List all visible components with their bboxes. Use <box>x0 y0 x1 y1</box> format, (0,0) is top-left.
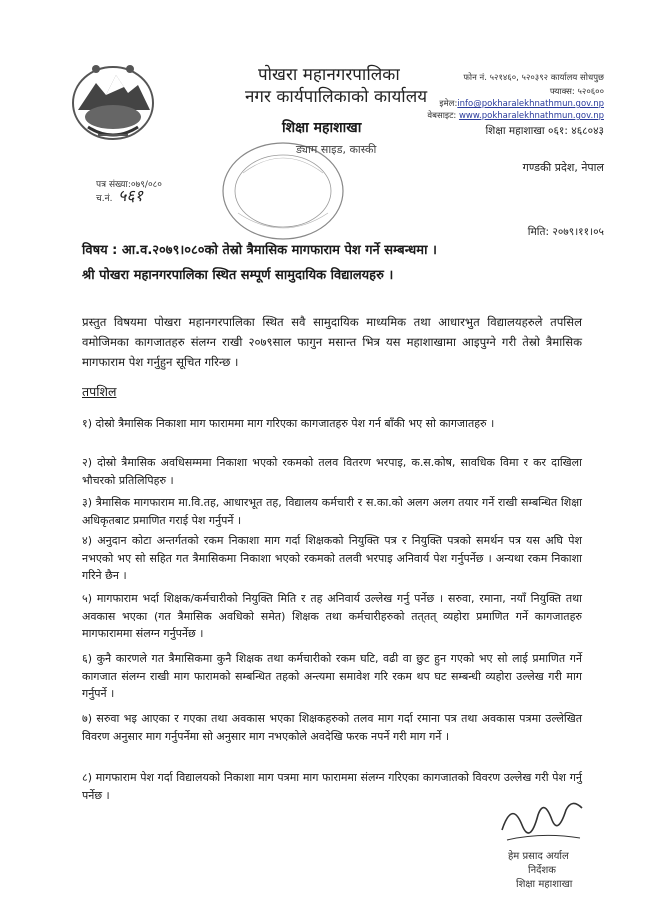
chalani-number: ५६१ <box>118 186 143 205</box>
body-paragraph: प्रस्तुत विषयमा पोखरा महानगरपालिका स्थित सवै सामुदायिक माध्यमिक तथा आधारभुत विद्यालयहरुले तपसिल वमोजिमका कागजातहरु संलग्न राखी २०७९साल फागुन मसान्त भित्र यस महाशाखामा आइपुग्ने गरी तेस्रो त्रैमासिक मागफाराम पेश गर्नुहुन सूचित गरिन्छ । <box>82 315 582 369</box>
list-item: ७) सरुवा भइ आएका र गएका तथा अवकास भएका शिक्षकहरुको तलव माग गर्दा रमाना पत्र तथा अवकास पत्रमा उल्लेखित विवरण अनुसार माग गर्नुपर्नेमा सो अनुसार माग नभएकोले अवदेखि फरक नपर्ने गरी माग गर्ने । <box>82 712 582 743</box>
list-item: ४) अनुदान कोटा अन्तर्गतको रकम निकाशा माग गर्दा शिक्षकको नियुक्ति पत्र र नियुक्ति पत्रको समर्थन पत्र यस अघि पेश नभएको भए सो सहित गत त्रैमासिकमा निकाशा भएको रकमको तलवी भरपाइ अनिवार्य पेश गर्नुपर्नेछ । अन्यथा रकम निकाशा गरिने छैन । <box>82 534 582 582</box>
list-item: २) दोस्रो त्रैमासिक अवधिसम्ममा निकाशा भएको रकमको तलव वितरण भरपाइ, क.स.कोष, सावधिक विमा र कर दाखिला भौचरको प्रतिलिपिहरु । <box>82 456 582 487</box>
list-item: ६) कुनै कारणले गत त्रैमासिकमा कुनै शिक्षक तथा कर्मचारीको रकम घटि, वढी वा छुट हुन गएको भए सो लाई प्रमाणित गर्ने कागजात संलग्न राखी माग फारामको सम्बन्धित तहको अन्त्यमा समावेश गरि रकम थप घट सम्बन्धी व्यहोरा उल्लेख गरी माग गर्नुपर्ने । <box>82 652 582 700</box>
details-heading: तपशिल <box>82 384 117 399</box>
org-name-line1: पोखरा महानगरपालिका <box>258 65 400 85</box>
contact-website <box>427 110 604 121</box>
province-name: गण्डकी प्रदेश, नेपाल <box>522 161 604 174</box>
list-item: ३) त्रैमासिक मागफाराम मा.वि.तह, आधारभूत तह, विद्यालय कर्मचारी र स.का.को अलग अलग तयार गर्ने राखी सम्बन्धित शिक्षा अधिकृतबाट प्रमाणित गराई पेश गर्नुपर्ने । <box>82 496 582 527</box>
email-label: इमेल: <box>439 99 458 109</box>
department-name: शिक्षा महाशाखा <box>282 120 362 136</box>
recipient-line: श्री पोखरा महानगरपालिका स्थित सम्पूर्ण सामुदायिक विद्यालयहरु । <box>82 268 394 283</box>
list-item: १) दोस्रो त्रैमासिक निकाशा माग फाराममा माग गरिएका कागजातहरु पेश गर्न बाँकी भए सो कागजातहरु । <box>82 417 495 430</box>
official-stamp-icon <box>218 133 348 243</box>
signatory-title: निर्देशक <box>528 865 556 876</box>
letter-date: मिति: २०७९।११।०५ <box>527 226 604 238</box>
contact-fax: फ्याक्स: ५२०६०० <box>549 87 604 97</box>
contact-phone <box>463 72 604 83</box>
chalani-label: च.नं. <box>96 194 113 204</box>
office-phone-number: शिक्षा महाशाखा ०६१: ४६८०४३ <box>485 125 604 137</box>
website-label: वेबसाइट: <box>427 111 457 121</box>
contact-email <box>439 98 604 109</box>
list-item: ८) मागफाराम पेश गर्दा विद्यालयको निकाशा माग पत्रमा माग फाराममा संलग्न गरिएका कागजातको विवरण उल्लेख गरी पेश गर्नु पर्नेछ । <box>82 771 582 802</box>
phone-text: फोन नं. ५२१४६०, ५२०३९२ कार्यालय सोधपुछ <box>463 73 604 83</box>
office-address: ड्याम साइड, कास्की <box>296 143 377 156</box>
list-item: ५) मागफाराम भर्दा शिक्षक/कर्मचारीको नियुक्ति मिति र तह अनिवार्य उल्लेख गर्नु पर्नेछ । सरुवा, रमाना, नयाँ नियुक्ति तथा अवकास भएका (गत त्रैमासिक अवधिको समेत) शिक्षक तथा कर्मचारीहरुको तत्‌तत् व्यहोरा प्रमाणित गर्ने कागजातहरु मागफाराममा संलग्न गर्नुपर्नेछ । <box>82 592 582 640</box>
signatory-department: शिक्षा महाशाखा <box>516 879 573 890</box>
nepal-emblem-icon <box>68 55 158 145</box>
letter-number: पत्र संख्या:०७९/०८० <box>96 180 162 190</box>
website-link[interactable]: www.pokharalekhnathmun.gov.np <box>458 111 604 121</box>
signatory-name: हेम प्रसाद अर्याल <box>508 851 569 862</box>
email-link[interactable]: info@pokharalekhnathmun.gov.np <box>457 99 604 109</box>
subject-line: विषय : आ.व.२०७९।०८०को तेस्रो त्रैमासिक मागफाराम पेश गर्ने सम्बन्धमा । <box>82 243 437 258</box>
org-name-line2: नगर कार्यपालिकाको कार्यालय <box>245 87 428 107</box>
